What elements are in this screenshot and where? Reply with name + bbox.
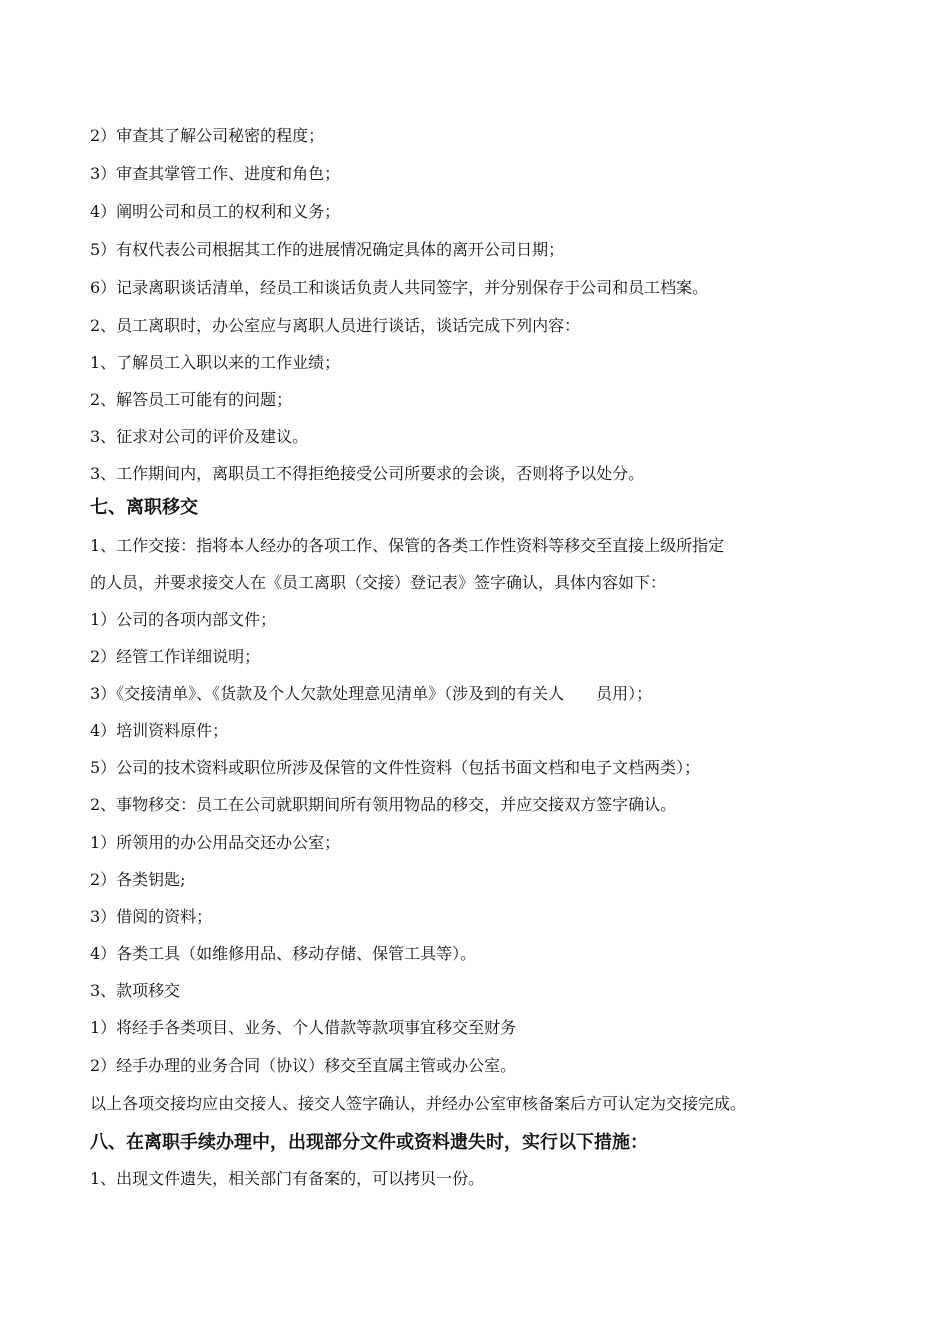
paragraph-line: 以上各项交接均应由交接人、接交人签字确认，并经办公室审核备案后方可认定为交接完成。 — [90, 1094, 747, 1113]
list-item: 2、解答员工可能有的问题； — [90, 390, 293, 409]
list-item: 3、工作期间内，离职员工不得拒绝接受公司所要求的会谈，否则将予以处分。 — [90, 464, 645, 483]
list-item: 1、出现文件遗失，相关部门有备案的，可以拷贝一份。 — [90, 1169, 485, 1188]
list-item: 5）公司的技术资料或职位所涉及保管的文件性资料（包括书面文档和电子文档两类）； — [90, 758, 701, 777]
list-item: 3）借阅的资料； — [90, 907, 213, 926]
list-item: 3、款项移交 — [90, 981, 181, 1000]
list-item: 3、征求对公司的评价及建议。 — [90, 427, 309, 446]
list-item: 1、了解员工入职以来的工作业绩； — [90, 353, 341, 372]
list-item: 3）《交接清单》、《货款及个人欠款处理意见清单》（涉及到的有关人 员用）； — [90, 684, 653, 703]
list-item: 6）记录离职谈话清单，经员工和谈话负责人共同签字，并分别保存于公司和员工档案。 — [90, 278, 709, 297]
list-item: 2）各类钥匙; — [90, 870, 186, 889]
list-item: 2、事物移交：员工在公司就职期间所有领用物品的移交，并应交接双方签字确认。 — [90, 795, 677, 814]
list-item: 1）公司的各项内部文件； — [90, 610, 277, 629]
list-item: 4）各类工具（如维修用品、移动存储、保管工具等）。 — [90, 944, 477, 963]
list-item: 4）培训资料原件； — [90, 721, 229, 740]
list-item: 5）有权代表公司根据其工作的进展情况确定具体的离开公司日期； — [90, 240, 565, 259]
list-item: 2）经手办理的业务合同（协议）移交至直属主管或办公室。 — [90, 1056, 517, 1075]
paragraph-line: 的人员，并要求接交人在《员工离职（交接）登记表》签字确认，具体内容如下： — [90, 573, 667, 592]
section-heading-7: 七、离职移交 — [90, 497, 198, 518]
list-item: 2）审查其了解公司秘密的程度； — [90, 126, 325, 145]
list-item: 1）所领用的办公用品交还办公室； — [90, 833, 341, 852]
list-item: 2、员工离职时，办公室应与离职人员进行谈话，谈话完成下列内容： — [90, 316, 581, 335]
list-item: 4）阐明公司和员工的权利和义务； — [90, 202, 341, 221]
paragraph-line: 1、工作交接：指将本人经办的各项工作、保管的各类工作性资料等移交至直接上级所指定 — [90, 536, 725, 555]
list-item: 3）审查其掌管工作、进度和角色； — [90, 164, 341, 183]
list-item: 2）经管工作详细说明； — [90, 647, 261, 666]
section-heading-8: 八、在离职手续办理中，出现部分文件或资料遗失时，实行以下措施： — [90, 1132, 648, 1153]
list-item: 1）将经手各类项目、业务、个人借款等款项事宜移交至财务 — [90, 1018, 517, 1037]
